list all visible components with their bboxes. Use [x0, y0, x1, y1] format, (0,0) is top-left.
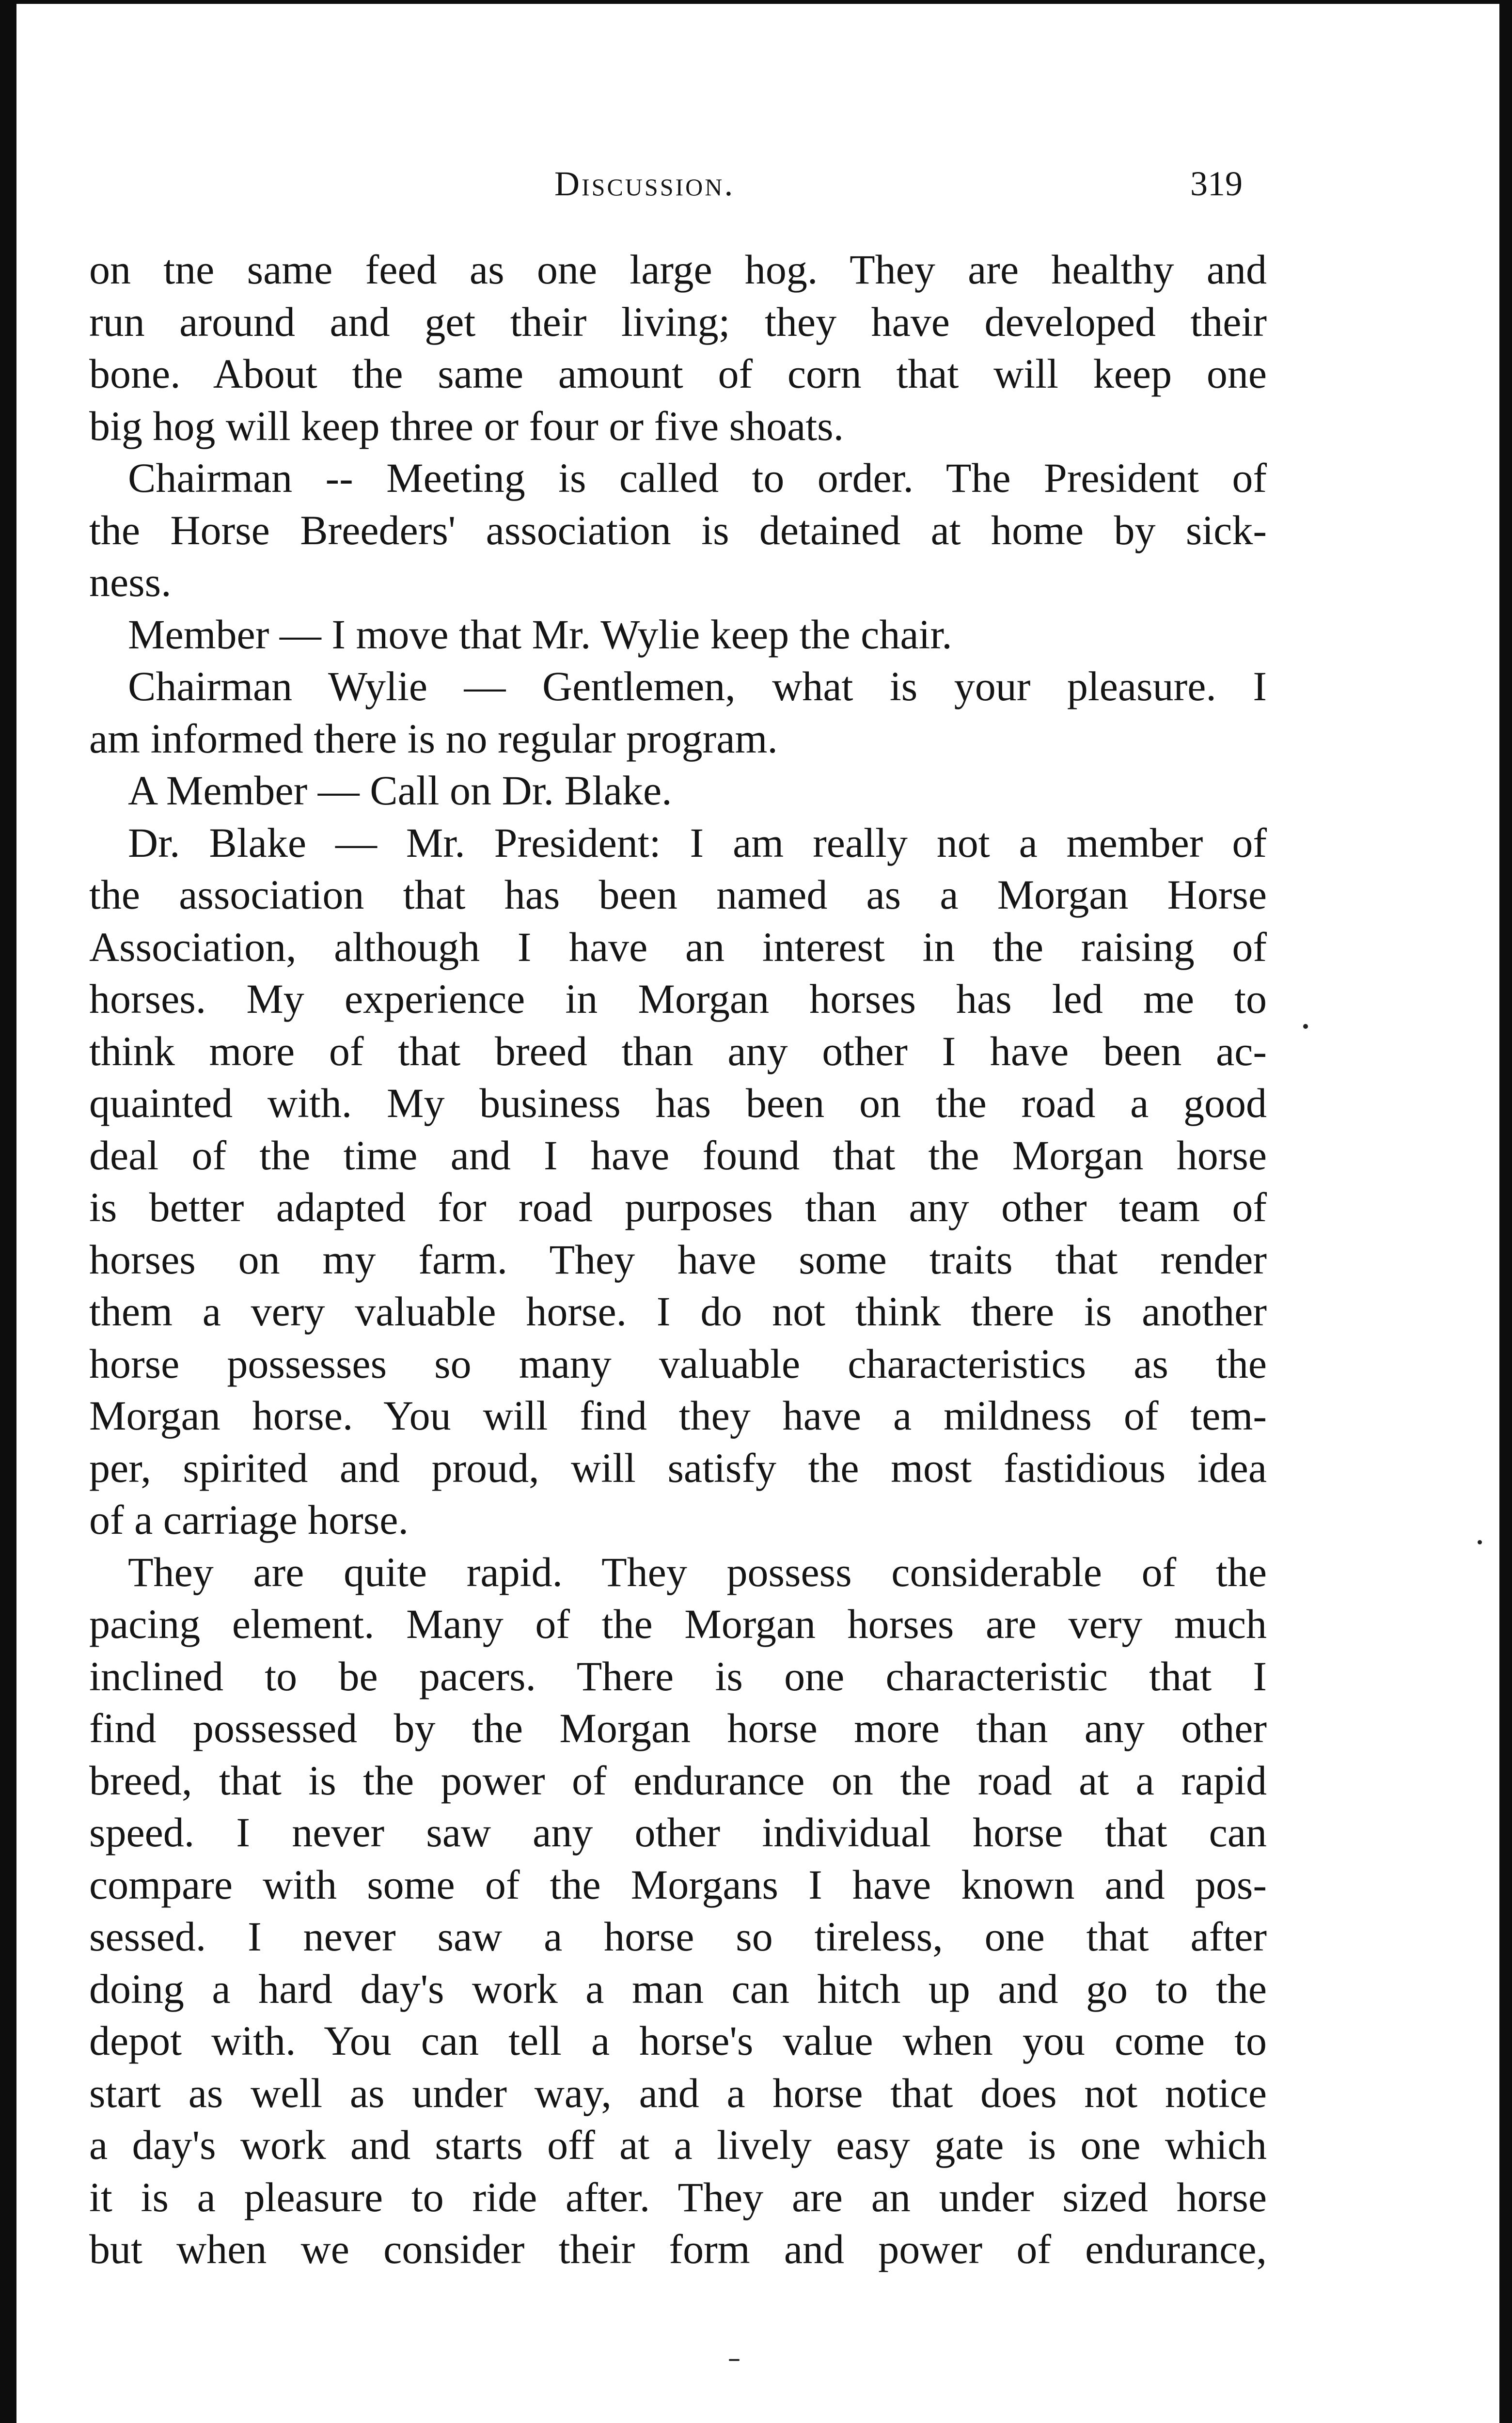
scan-speck: [729, 2359, 740, 2361]
text-line: them a very valuable horse. I do not think there is another: [89, 1288, 1267, 1335]
text-line: run around and get their living; they have developed their: [89, 298, 1267, 345]
page-header: [99, 164, 1272, 207]
text-line: A Member — Call on Dr. Blake.: [128, 767, 672, 814]
text-line: but when we consider their form and power of endurance,: [89, 2226, 1267, 2272]
scan-speck: [1303, 1024, 1308, 1029]
text-line: horses on my farm. They have some traits that render: [89, 1236, 1267, 1283]
text-line: bone. About the same amount of corn that will keep one: [89, 350, 1267, 397]
text-line: speed. I never saw any other individual horse that can: [89, 1809, 1267, 1856]
text-line: find possessed by the Morgan horse more than any other: [89, 1705, 1267, 1751]
text-line: start as well as under way, and a horse that does not notice: [89, 2069, 1267, 2116]
text-line: deal of the time and I have found that the Morgan horse: [89, 1132, 1267, 1179]
text-line: the Horse Breeders' association is detained at home by sick-: [89, 506, 1267, 553]
text-line: depot with. You can tell a horse's value when you come to: [89, 2017, 1267, 2064]
page-number: 319: [1190, 164, 1243, 203]
text-line: am informed there is no regular program.: [89, 715, 778, 762]
running-head: Discussion.: [554, 164, 735, 203]
text-line: the association that has been named as a Morgan Horse: [89, 871, 1267, 918]
text-line: think more of that breed than any other I have been ac-: [89, 1027, 1267, 1074]
text-line: a day's work and starts off at a lively easy gate is one which: [89, 2122, 1267, 2168]
body-text: [89, 244, 1267, 2276]
text-line: They are quite rapid. They possess considerable of the: [128, 1548, 1267, 1595]
text-line: horse possesses so many valuable characteristics as the: [89, 1340, 1267, 1387]
text-line: sessed. I never saw a horse so tireless, one that after: [89, 1913, 1267, 1960]
scan-speck: [1478, 1540, 1482, 1544]
text-line: horses. My experience in Morgan horses has led me to: [89, 975, 1267, 1022]
text-line: quainted with. My business has been on the road a good: [89, 1080, 1267, 1126]
text-line: on tne same feed as one large hog. They are healthy and: [89, 246, 1267, 293]
text-line: per, spirited and proud, will satisfy the most fastidious idea: [89, 1444, 1267, 1491]
text-line: Dr. Blake — Mr. President: I am really not a member of: [128, 819, 1267, 866]
text-line: of a carriage horse.: [89, 1496, 409, 1543]
text-line: Chairman -- Meeting is called to order. The President of: [128, 455, 1267, 501]
text-line: compare with some of the Morgans I have known and pos-: [89, 1861, 1267, 1908]
text-line: Chairman Wylie — Gentlemen, what is your pleasure. I: [128, 663, 1267, 709]
text-line: inclined to be pacers. There is one characteristic that I: [89, 1652, 1267, 1699]
text-line: it is a pleasure to ride after. They are an under sized horse: [89, 2173, 1267, 2220]
text-line: ness.: [89, 559, 172, 605]
text-line: big hog will keep three or four or five shoats.: [89, 402, 844, 449]
text-line: Association, although I have an interest in the raising of: [89, 923, 1267, 970]
text-line: is better adapted for road purposes than any other team of: [89, 1184, 1267, 1230]
text-line: breed, that is the power of endurance on the road at a rapid: [89, 1757, 1267, 1804]
text-line: pacing element. Many of the Morgan horses are very much: [89, 1601, 1267, 1647]
text-line: Member — I move that Mr. Wylie keep the chair.: [128, 611, 952, 658]
text-line: doing a hard day's work a man can hitch up and go to the: [89, 1965, 1267, 2012]
text-line: Morgan horse. You will find they have a mildness of tem-: [89, 1392, 1267, 1439]
